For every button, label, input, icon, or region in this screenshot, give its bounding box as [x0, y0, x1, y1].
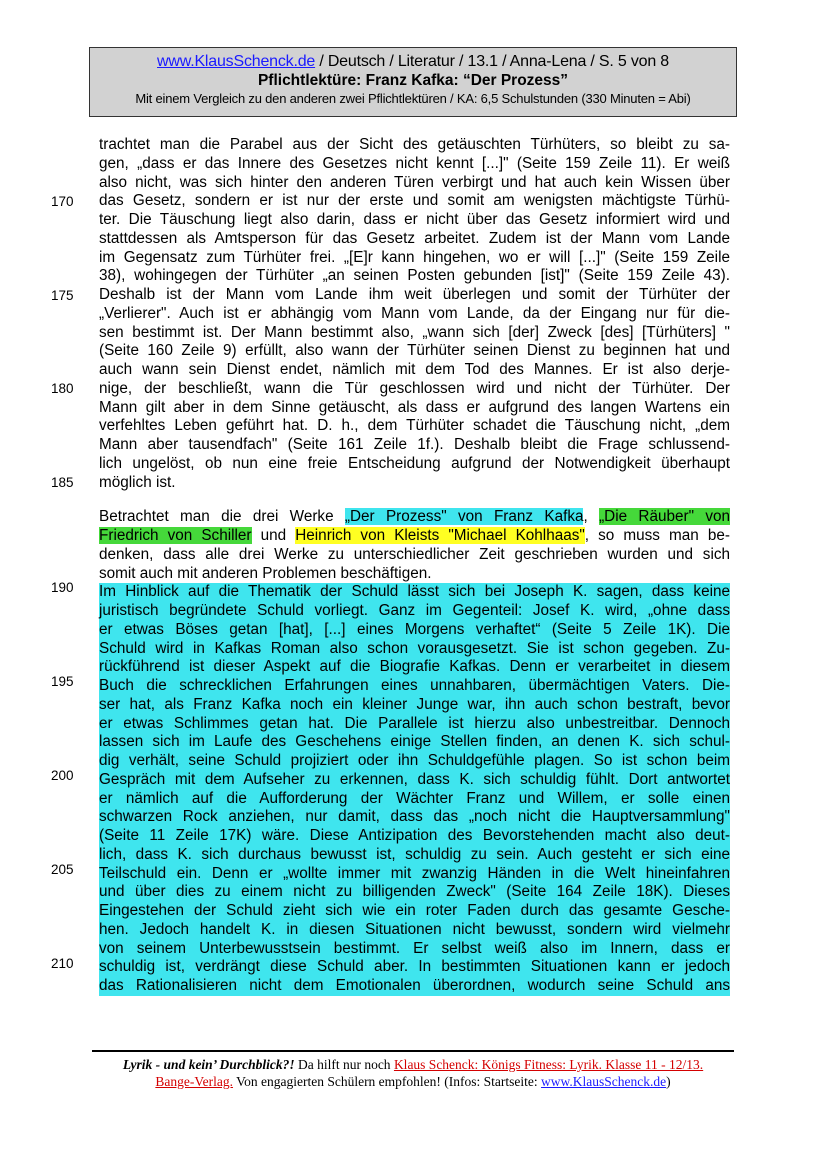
- text-line: Schuld wird in Kafkas Roman also schon vorausgesetzt. Sie ist schon gegeben. Zu-: [99, 639, 730, 657]
- header-title: Pflichtlektüre: Franz Kafka: “Der Prozess”: [257, 72, 569, 89]
- page-footer: [92, 1050, 734, 1090]
- paragraph-2: [99, 508, 730, 583]
- text-line: das Gesetz, sondern er ist nur der erste und somit am wenigsten mächtigste Türhü-: [99, 192, 730, 210]
- line-number: 200: [51, 768, 74, 783]
- footer-book-link[interactable]: Klaus Schenck: Königs Fitness: Lyrik. Klasse 11 - 12/13.: [393, 1057, 704, 1072]
- footer-text: Von engagierten Schülern empfohlen! (Infos: Startseite:: [232, 1074, 542, 1089]
- line-number: 210: [51, 956, 74, 971]
- text-line: lassen sich im Laufe des Geschehens einige Stellen finden, an denen K. sich schul-: [99, 733, 730, 751]
- text-line: Deshalb ist der Mann vom Lande ihm weit überlegen und somit der Türhüter der: [99, 286, 730, 303]
- footer-text: ): [666, 1074, 671, 1089]
- text-line: sen bestimmt ist. Der Mann bestimmt also, „wann sich [der] Zweck [des] [Türhüters] ": [99, 323, 730, 341]
- text-line: verfehltes Leben geführt hat. D. h., dem Türhüter schadet die Täuschung nicht, „dem: [99, 417, 730, 435]
- text-line: denken, dass alle drei Werke zu unterschiedlicher Zeit geschrieben wurden und sich: [99, 545, 730, 563]
- body-text: [99, 136, 730, 996]
- text-line: Buch die schrecklichen Erfahrungen eines unnahbaren, übermächtigen Vaters. Die-: [99, 677, 730, 694]
- text-line: das Rationalisieren nicht dem Emotionalen überordnen, wodurch seine Schuld ans: [99, 977, 730, 994]
- text-line: 38), wohingegen der Türhüter „an seinen Posten gebunden [ist]" (Seite 159 Zeile 43).: [99, 267, 730, 285]
- text-line: somit auch mit anderen Problemen beschäftigen.: [99, 564, 432, 582]
- text-line: also nicht, was sich hinter den anderen Türen verbirgt und hat auch kein Wissen über: [99, 173, 730, 191]
- line-number: 190: [51, 580, 74, 595]
- text-line: lich ungelöst, ob nun eine freie Entscheidung aufgrund der Notwendigkeit überhaupt: [99, 454, 730, 472]
- highlight-kafka: „Der Prozess" von Franz Kafka: [344, 508, 584, 526]
- text-line: schuldig ist, verdrängt diese Schuld aber. In bestimmten Situationen kann er jedoch: [99, 958, 730, 976]
- footer-site-link[interactable]: www.KlausSchenck.de: [541, 1074, 667, 1089]
- text-line: und über dies zu einem nicht zu billigenden Zweck" (Seite 164 Zeile 18K). Dieses: [99, 883, 730, 901]
- text-line: dig verhält, seine Schuld projiziert oder ihn Schuldgefühle plagen. So ist schon beim: [99, 752, 730, 769]
- highlight-kleist: Heinrich von Kleists "Michael Kohlhaas": [295, 527, 585, 544]
- footer-publisher-link[interactable]: Bange-Verlag.: [155, 1074, 233, 1089]
- text-line: hen. Jedoch handelt K. in diesen Situationen nicht bewusst, sondern wird vielmehr: [99, 920, 730, 938]
- text-segment: und: [251, 527, 296, 544]
- text-segment: ,: [583, 508, 600, 526]
- highlight-schiller: Friedrich von Schiller: [99, 527, 252, 544]
- text-segment: Betrachtet man die drei Werke: [99, 508, 345, 526]
- text-line: [99, 527, 730, 546]
- line-number: 170: [51, 194, 74, 209]
- text-line: [99, 508, 730, 527]
- header-path: / Deutsch / Literatur / 13.1 / Anna-Lena / S. 5 von 8: [315, 53, 669, 70]
- footer-text: Da hilft nur noch: [294, 1057, 394, 1072]
- text-line: ser hat, als Franz Kafka noch ein kleiner Junge war, ihn auch schon bestraft, bevor: [99, 695, 730, 713]
- highlight-schiller: „Die Räuber" von: [599, 508, 731, 526]
- text-line: er nämlich auf die Aufforderung der Wächter Franz und Willem, er solle einen: [99, 789, 730, 807]
- text-line: (Seite 160 Zeile 9) erfüllt, also wann der Türhüter seinen Dienst zu beginnen hat und: [99, 342, 730, 360]
- text-line: schwarzen Rock anziehen, nur damit, dass das „noch nicht die Hauptversammlung": [99, 808, 730, 826]
- line-number: 175: [51, 288, 74, 303]
- text-line: nige, der beschließt, wann die Tür geschlossen wird und nicht der Türhüter. Der: [99, 379, 730, 397]
- text-line: Teilschuld ein. Denn er „wollte immer mit zwanzig Händen in die Welt hineinfahren: [99, 864, 730, 882]
- text-line: auch wann sein Dienst endet, nämlich mit dem Tod des Mannes. Er ist also derje-: [99, 361, 730, 378]
- line-number: 180: [51, 381, 74, 396]
- text-segment: , so muss man be-: [584, 527, 730, 544]
- header-site-link[interactable]: www.KlausSchenck.de: [157, 53, 316, 70]
- text-line: „Verlierer". Auch ist er abhängig vom Mann vom Lande, da der Eingang nur für die-: [99, 304, 730, 322]
- header-line-1: [90, 53, 736, 71]
- text-line: lich, dass K. sich durchaus bewusst ist, schuldig zu sein. Auch gesteht er sich eine: [99, 845, 730, 863]
- footer-italic: Lyrik - und kein’ Durchblick?!: [122, 1057, 295, 1072]
- text-line: möglich ist.: [99, 473, 176, 491]
- text-line: juristisch begründete Schuld vorliegt. Ganz im Gegenteil: Josef K. wird, „ohne dass: [99, 602, 730, 619]
- line-number: 195: [51, 674, 74, 689]
- text-line: von seinem Unterbewusstsein bestimmt. Er selbst weiß also im Innern, dass er: [99, 939, 730, 957]
- text-line: ter. Die Täuschung liegt also darin, dass er nicht über das Gesetz informiert wird und: [99, 211, 730, 228]
- header-subtitle: Mit einem Vergleich zu den anderen zwei Pflichtlektüren / KA: 6,5 Schulstunden (330 Minuten = Abi): [135, 91, 691, 106]
- line-number: 205: [51, 862, 74, 877]
- paragraph-3-highlighted: [99, 583, 730, 996]
- text-line: Mann aber tausendfach" (Seite 161 Zeile 1f.). Deshalb bleibt die Frage schlussend-: [99, 436, 730, 453]
- text-line: (Seite 11 Zeile 17K) wäre. Diese Antizipation des Bevorstehenden macht also deut-: [99, 827, 730, 844]
- text-line: stattdessen als Amtsperson für das Gesetz arbeitet. Zudem ist der Mann vom Lande: [99, 229, 730, 247]
- text-line: er etwas Schlimmes getan hat. Die Parallele ist hierzu also unbestreitbar. Dennoch: [99, 714, 730, 732]
- paragraph-1: [99, 136, 730, 492]
- line-number: 185: [51, 475, 74, 490]
- text-line: trachtet man die Parabel aus der Sicht des getäuschten Türhüters, so bleibt zu sa-: [99, 136, 730, 153]
- text-line: rückführend ist dieser Aspekt auf die Biografie Kafkas. Denn er verarbeitet in diesem: [99, 658, 730, 676]
- text-line: gen, „dass er das Innere des Gesetzes nicht kennt [...]" (Seite 159 Zeile 11). Er weiß: [99, 154, 730, 172]
- text-line: Mann gilt aber in dem Sinne getäuscht, als dass er aufgrund des langen Wartens ein: [99, 398, 730, 416]
- text-line: Im Hinblick auf die Thematik der Schuld lässt sich bei Joseph K. sagen, dass keine: [99, 583, 730, 601]
- text-line: Gespräch mit dem Aufseher zu erkennen, dass K. sich schuldig fühlt. Dort antwortet: [99, 770, 730, 788]
- page-header: [89, 47, 737, 117]
- text-line: Eingestehen der Schuld zieht sich wie ein roter Faden durch das gesamte Gesche-: [99, 902, 730, 919]
- text-line: im Gegensatz zum Türhüter frei. „[E]r kann hingehen, wo er will [...]" (Seite 159 Zeile: [99, 248, 730, 266]
- text-line: er etwas Böses getan [hat], [...] eines Morgens verhaftet“ (Seite 5 Zeile 1K). Die: [99, 620, 730, 638]
